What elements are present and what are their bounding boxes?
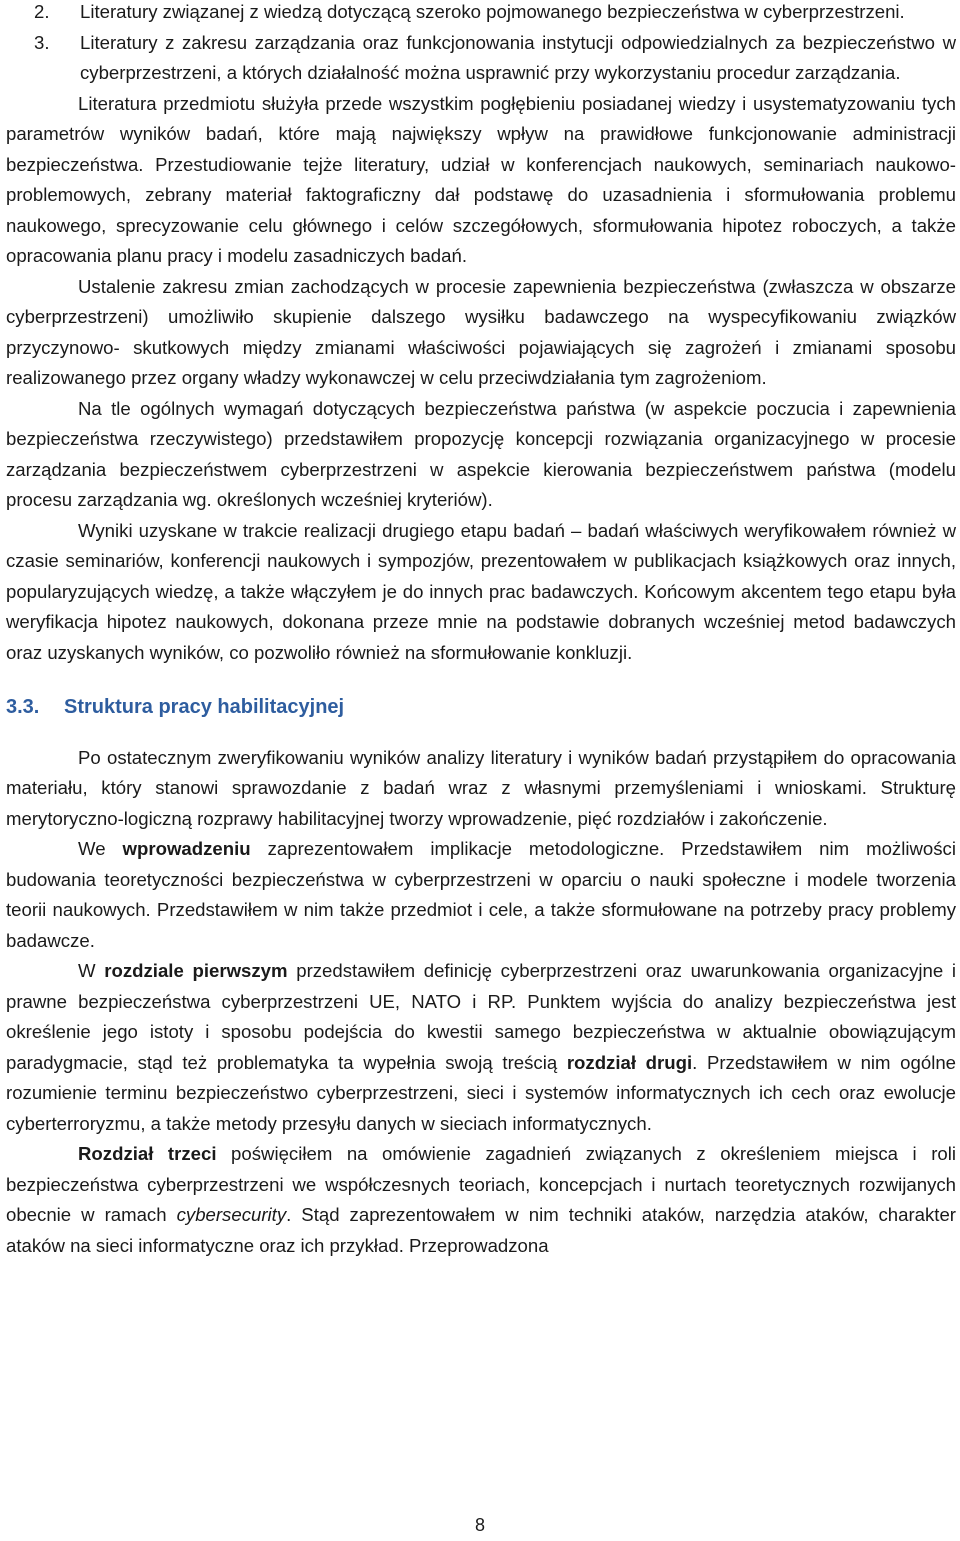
list-number: 2. — [34, 1, 50, 22]
text-run: . Przedstawiłem w nim ogólne rozumienie terminu bezpieczeństwo cyberprzestrzeni, sieci i systemów informatycznych ich cech oraz ewolucje cyberterroryzmu, a także metody przesyłu danych w sieciach informatycznych. — [6, 1051, 957, 1134]
text-run: We — [78, 838, 123, 859]
paragraph: Na tle ogólnych wymagań dotyczących bezpieczeństwa państwa (w aspekcie poczucia i zapewnienia bezpieczeństwa rzeczywistego) przedstawiłem propozycję koncepcji rozwiązania organizacyjnego w procesie zarządzania bezpieczeństwem cyberprzestrzeni w aspekcie kierowania bezpieczeństwem państwa (modelu procesu zarządzania wg. określonych wcześniej kryteriów). — [6, 397, 956, 510]
paragraph — [6, 956, 956, 1139]
bold-term: Rozdział trzeci — [78, 1143, 217, 1164]
list-item — [6, 28, 956, 89]
bold-term: rozdział drugi — [566, 1051, 693, 1073]
text-run: . Stąd zaprezentowałem w nim techniki ataków, narzędzia ataków, charakter ataków na sieci informatyczne oraz ich przykład. Przeprowadzona — [6, 1204, 956, 1256]
text-run: poświęciłem na omówienie zagadnień związanych z określeniem miejsca i roli bezpieczeństwa cyberprzestrzeni we współczesnych teoriach, koncepcjach i nurtach teoretycznych rozwijanych obecnie w ramach — [6, 1143, 957, 1225]
paragraph — [6, 834, 956, 956]
page-number: 8 — [474, 1515, 485, 1535]
list-text: Literatury z zakresu zarządzania oraz funkcjonowania instytucji odpowiedzialnych za bezpieczeństwo w cyberprzestrzeni, a których działalność można usprawnić przy wykorzystaniu procedur zarządzania. — [80, 31, 956, 83]
list-text: Literatury związanej z wiedzą dotyczącą szeroko pojmowanego bezpieczeństwa w cyberprzestrzeni. — [80, 1, 905, 22]
text-run: W — [78, 960, 105, 981]
text-run: przedstawiłem definicję cyberprzestrzeni oraz uwarunkowania organizacyjne i prawne bezpieczeństwa cyberprzestrzeni UE, NATO i RP. Punktem wyjścia do analizy bezpieczeństwa jest określenie jego istoty i sposobu podejścia do kwestii samego bezpieczeństwa w aktualnie obowiązującym paradygmacie, stąd też problematyka ta wypełnia swoją treścią — [6, 960, 956, 1073]
text-run: zaprezentowałem implikacje metodologiczne. Przedstawiłem nim możliwości budowania teoretyczności bezpieczeństwa w cyberprzestrzeni w oparciu o nauki społeczne i modele tworzenia teorii naukowych. Przedstawiłem w nim także przedmiot i cele, a także sformułowane na potrzeby pracy problemy badawcze. — [6, 838, 956, 951]
paragraph: Literatura przedmiotu służyła przede wszystkim pogłębieniu posiadanej wiedzy i usystematyzowaniu tych parametrów wyników badań, które mają największy wpływ na prawidłowe funkcjonowanie administracji bezpieczeństwa. Przestudiowanie tejże literatury, udział w konferencjach naukowych, seminariach naukowo-problemowych, zebrany materiał faktograficzny dał podstawę do uzasadnienia i sformułowania problemu naukowego, sprecyzowanie celu głównego i celów szczegółowych, sformułowania hipotez roboczych, a także opracowania planu pracy i modelu zasadniczych badań. — [6, 92, 956, 266]
section-number: 3.3. — [6, 696, 40, 718]
italic-term: cybersecurity — [176, 1204, 287, 1225]
paragraph: Wyniki uzyskane w trakcie realizacji drugiego etapu badań – badań właściwych weryfikowałem również w czasie seminariów, konferencji naukowych i sympozjów, prezentowałem w publikacjach książkowych oraz innych, popularyzujących wiedzę, a także włączyłem je do innych prac badawczych. Końcowym akcentem tego etapu była weryfikacja hipotez naukowych, dokonana przeze mnie na podstawie dobranych wcześniej metod badawczych oraz uzyskanych wyników, co pozwoliło również na sformułowanie konkluzji. — [6, 519, 956, 663]
list-item — [6, 0, 956, 28]
bold-term: rozdziale pierwszym — [104, 960, 288, 981]
paragraph — [6, 1139, 956, 1261]
list-number: 3. — [34, 31, 50, 53]
section-heading — [6, 692, 956, 723]
document-page — [6, 0, 956, 1261]
paragraph: Ustalenie zakresu zmian zachodzących w procesie zapewnienia bezpieczeństwa (zwłaszcza w obszarze cyberprzestrzeni) umożliwiło skupienie dalszego wysiłku badawczego na wyspecyfikowaniu związków przyczynowo- skutkowych między zmianami właściwości pojawiających się zagrożeń i zmianami sposobu realizowanego przez organy władzy wykonawczej w celu przeciwdziałania tym zagrożeniom. — [6, 275, 956, 388]
section-title: Struktura pracy habilitacyjnej — [64, 696, 345, 718]
paragraph: Po ostatecznym zweryfikowaniu wyników analizy literatury i wyników badań przystąpiłem do opracowania materiału, który stanowi sprawozdanie z badań wraz z własnymi przemyśleniami i wnioskami. Strukturę merytoryczno-logiczną rozprawy habilitacyjnej tworzy wprowadzenie, pięć rozdziałów i zakończenie. — [6, 746, 956, 829]
bold-term: wprowadzeniu — [122, 838, 251, 859]
